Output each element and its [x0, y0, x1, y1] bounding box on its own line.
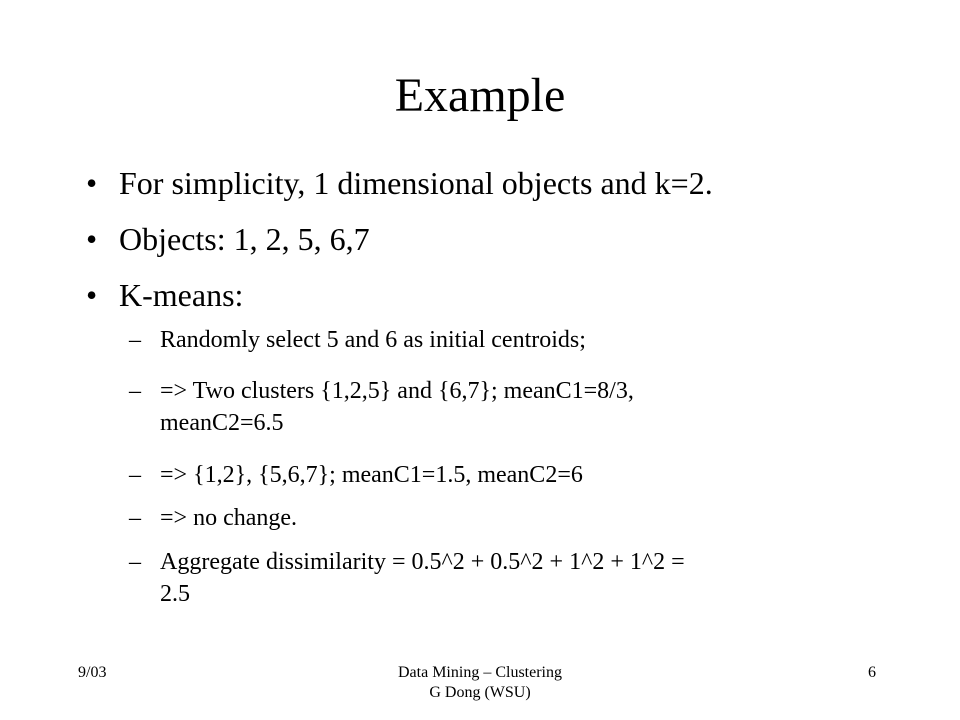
sub-bullet-marker: – — [129, 462, 141, 488]
footer-page-number: 6 — [868, 664, 876, 681]
sub-bullet-random-select — [129, 324, 586, 356]
slide-title: Example — [394, 69, 566, 122]
sub-bullet-marker: – — [129, 505, 141, 531]
sub-bullet-reassign — [129, 459, 583, 491]
bullet-kmeans — [86, 275, 243, 315]
sub-bullet-aggregate-dissimilarity — [129, 546, 685, 610]
bullet-marker: • — [86, 277, 98, 313]
footer-title-line2: G Dong (WSU) — [429, 684, 531, 701]
footer-title — [330, 663, 630, 703]
sub-bullet-text: Randomly select 5 and 6 as initial centroids; — [160, 327, 586, 353]
sub-bullet-text: => Two clusters {1,2,5} and {6,7}; meanC1=8/3, — [160, 378, 634, 404]
sub-bullet-marker: – — [129, 378, 141, 404]
bullet-text: For simplicity, 1 dimensional objects and k=2. — [119, 165, 713, 201]
sub-bullet-text: => {1,2}, {5,6,7}; meanC1=1.5, meanC2=6 — [160, 462, 583, 488]
sub-bullet-marker: – — [129, 549, 141, 575]
sub-bullet-no-change — [129, 502, 297, 534]
footer-date: 9/03 — [78, 664, 107, 681]
bullet-marker: • — [86, 165, 98, 201]
bullet-marker: • — [86, 221, 98, 257]
bullet-objects — [86, 219, 370, 259]
sub-bullet-text-continued: meanC2=6.5 — [160, 410, 284, 436]
bullet-text: K-means: — [119, 277, 244, 313]
bullet-text: Objects: 1, 2, 5, 6,7 — [119, 221, 370, 257]
sub-bullet-text: => no change. — [160, 505, 298, 531]
footer-title-line1: Data Mining – Clustering — [398, 664, 562, 681]
sub-bullet-text: Aggregate dissimilarity = 0.5^2 + 0.5^2 + 1^2 + 1^2 = — [160, 549, 685, 575]
sub-bullet-text-continued: 2.5 — [160, 581, 190, 607]
sub-bullet-two-clusters — [129, 375, 634, 439]
sub-bullet-marker: – — [129, 327, 141, 353]
bullet-simplicity — [86, 163, 713, 203]
